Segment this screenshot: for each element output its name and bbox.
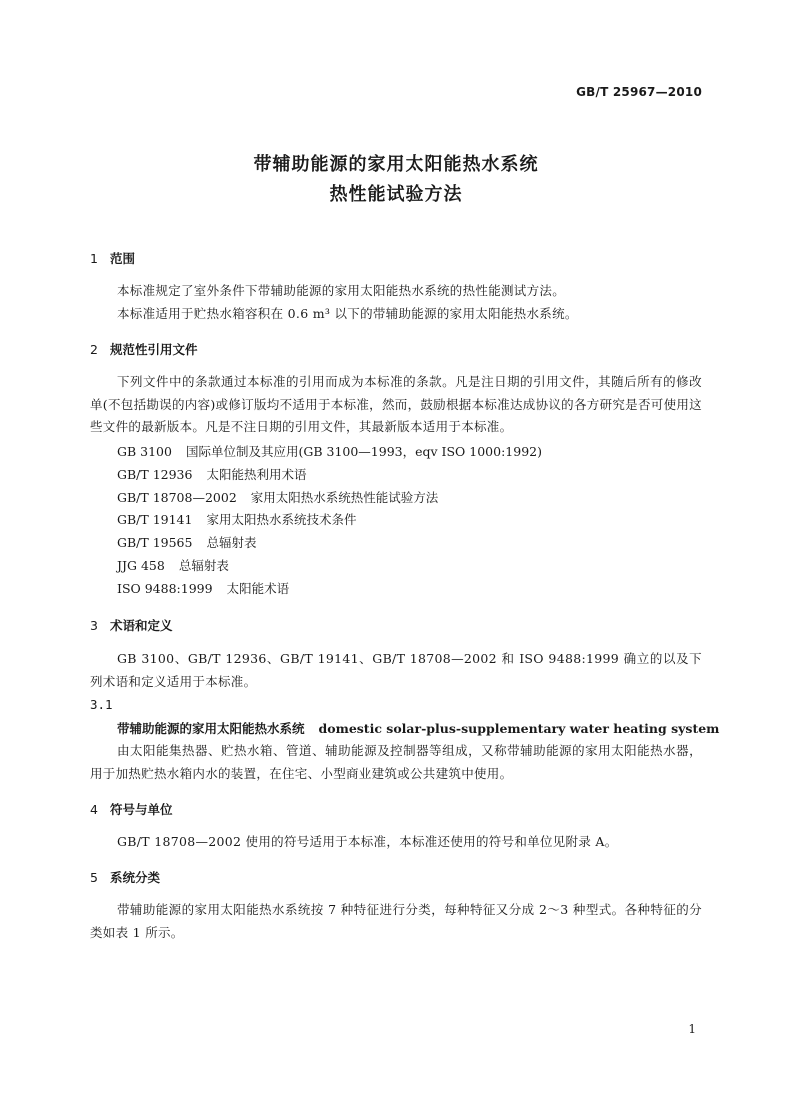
list-item — [117, 464, 542, 487]
section-heading-scope — [90, 249, 135, 267]
section-number: 1 — [90, 251, 98, 266]
section-heading-symbols — [90, 800, 173, 818]
list-item — [117, 441, 542, 464]
reference-code: ISO 9488:1999 — [117, 580, 213, 596]
page-number: 1 — [688, 1022, 696, 1036]
section-number: 5 — [90, 870, 98, 885]
standard-code: GB/T 25967—2010 — [576, 85, 702, 99]
document-title — [0, 150, 792, 210]
reference-code: GB/T 19565 — [117, 535, 193, 551]
term-entry — [117, 719, 719, 737]
terms-intro-paragraph: GB 3100、GB/T 12936、GB/T 19141、GB/T 18708—2002 和 ISO 9488:1999 确立的以及下列术语和定义适用于本标准。 — [90, 651, 702, 689]
list-item — [117, 487, 542, 510]
reference-code: GB 3100 — [117, 444, 172, 459]
section-heading-normative-references — [90, 340, 198, 358]
title-line-2: 热性能试验方法 — [329, 184, 463, 205]
section-title: 系统分类 — [110, 870, 161, 885]
symbols-paragraph: GB/T 18708—2002 使用的符号适用于本标准，本标准还使用的符号和单位见附录 A。 — [117, 834, 618, 849]
reference-title: 总辐射表 — [178, 557, 229, 573]
reference-title: 太阳能术语 — [226, 580, 290, 596]
classification-paragraph: 带辅助能源的家用太阳能热水系统按 7 种特征进行分类，每种特征又分成 2～3 种型式。各种特征的分类如表 1 所示。 — [90, 902, 702, 940]
section-number: 3 — [90, 618, 98, 633]
reference-title: 家用太阳热水系统热性能试验方法 — [250, 489, 439, 505]
section-heading-classification — [90, 868, 160, 886]
reference-title: 国际单位制及其应用(GB 3100—1993，eqv ISO 1000:1992) — [185, 444, 542, 459]
references-intro-paragraph: 下列文件中的条款通过本标准的引用而成为本标准的条款。凡是注日期的引用文件，其随后所有的修改单(不包括勘误的内容)或修订版均不适用于本标准，然而，鼓励根据本标准达成协议的各方研究是否可使用这些文件的最新版本。凡是不注日期的引用文件，其最新版本适用于本标准。 — [90, 374, 702, 434]
section-title: 符号与单位 — [110, 802, 173, 817]
clause-number: 3.1 — [90, 697, 113, 712]
section-title: 术语和定义 — [110, 618, 173, 633]
section-heading-terms — [90, 616, 173, 634]
term-chinese: 带辅助能源的家用太阳能热水系统 — [117, 721, 305, 736]
section-number: 4 — [90, 802, 98, 817]
section-number: 2 — [90, 342, 98, 357]
reference-code: GB/T 19141 — [117, 512, 193, 528]
reference-title: 总辐射表 — [206, 535, 257, 551]
section-title: 规范性引用文件 — [110, 342, 198, 357]
reference-list — [117, 441, 542, 601]
reference-code: JJG 458 — [117, 557, 165, 573]
title-line-1: 带辅助能源的家用太阳能热水系统 — [253, 154, 539, 175]
list-item — [117, 555, 542, 578]
scope-paragraph-2: 本标准适用于贮热水箱容积在 0.6 m³ 以下的带辅助能源的家用太阳能热水系统。 — [117, 306, 578, 321]
section-title: 范围 — [110, 251, 136, 266]
reference-code: GB/T 12936 — [117, 466, 193, 482]
reference-code: GB/T 18708—2002 — [117, 489, 237, 505]
list-item — [117, 509, 542, 532]
list-item — [117, 578, 542, 601]
term-english: domestic solar-plus-supplementary water heating system — [318, 721, 720, 736]
reference-title: 家用太阳热水系统技术条件 — [206, 512, 357, 528]
reference-title: 太阳能热利用术语 — [206, 466, 307, 482]
scope-paragraph-1: 本标准规定了室外条件下带辅助能源的家用太阳能热水系统的热性能测试方法。 — [117, 283, 566, 298]
list-item — [117, 532, 542, 555]
term-definition: 由太阳能集热器、贮热水箱、管道、辅助能源及控制器等组成，又称带辅助能源的家用太阳能热水器，用于加热贮热水箱内水的装置，在住宅、小型商业建筑或公共建筑中使用。 — [90, 743, 702, 781]
